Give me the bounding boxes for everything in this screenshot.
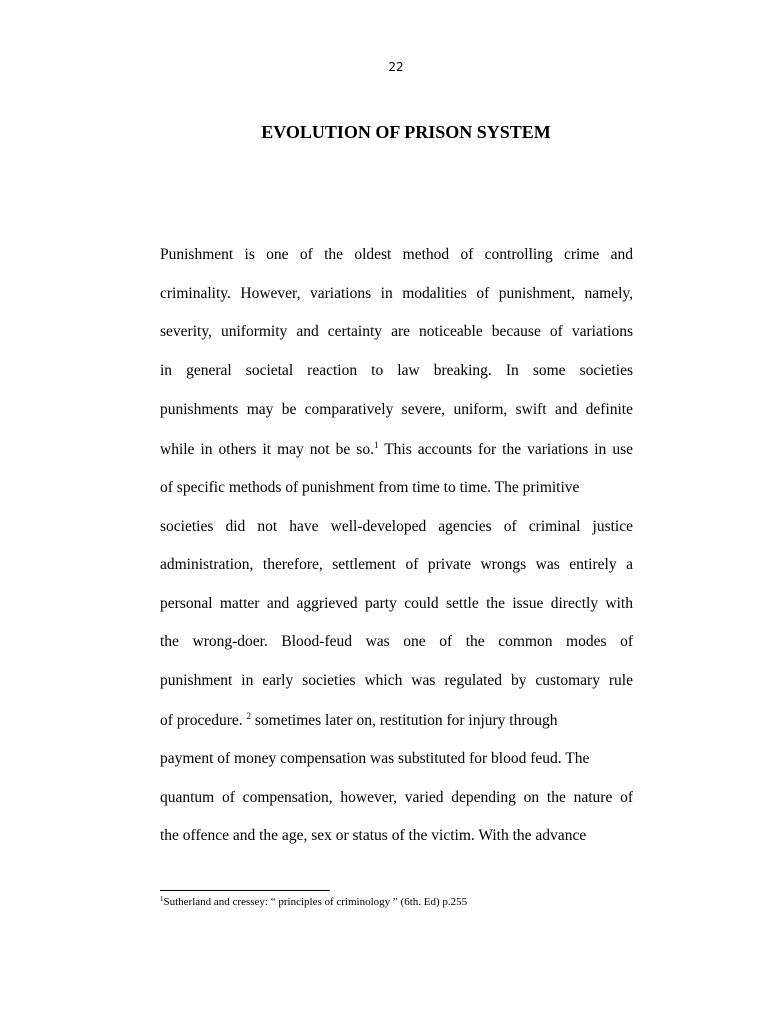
body-line — [160, 749, 633, 769]
body-line — [160, 284, 633, 304]
body-line — [160, 245, 633, 265]
footnote-ref: 2 — [246, 711, 251, 721]
footnote-divider — [160, 890, 330, 891]
body-line — [160, 400, 633, 420]
page-number: 22 — [388, 60, 404, 74]
body-line — [160, 517, 633, 537]
body-line-text: the offence and the age, sex or status of the victim. With the advance — [160, 827, 587, 844]
body-line-text: of specific methods of punishment from time to time. The primitive — [160, 479, 580, 496]
body-line-text: criminality. However, variations in modalities of punishment, namely, — [160, 285, 633, 302]
body-line-text: of procedure. — [160, 712, 247, 729]
body-line-text: personal matter and aggrieved party could settle the issue directly with — [160, 595, 633, 612]
body-line-text: quantum of compensation, however, varied depending on the nature of — [160, 789, 633, 806]
footnote-text: Sutherland and cressey: “ principles of criminology ” (6th. Ed) p.255 — [163, 896, 468, 908]
body-line — [160, 711, 633, 731]
body-line-text: This accounts for the variations in use — [378, 441, 633, 458]
body-line-text: the wrong-doer. Blood-feud was one of the common modes of — [160, 633, 633, 650]
body-line-text: punishment in early societies which was regulated by customary rule — [160, 672, 633, 689]
body-line — [160, 361, 633, 381]
body-line-text: sometimes later on, restitution for injury through — [251, 712, 558, 729]
body-line-text: Punishment is one of the oldest method of controlling crime and — [160, 246, 633, 263]
body-line — [160, 632, 633, 652]
footnote-marker: 1 — [160, 895, 164, 903]
body-line-text: societies did not have well-developed agencies of criminal justice — [160, 518, 633, 535]
body-line-text: payment of money compensation was substituted for blood feud. The — [160, 750, 590, 767]
footnote-ref: 1 — [373, 440, 379, 450]
body-line-text: while in others it may not be so. — [160, 441, 374, 458]
body-line-text: punishments may be comparatively severe, uniform, swift and definite — [160, 401, 633, 418]
body-line — [160, 478, 633, 498]
body-line — [160, 594, 633, 614]
body-line — [160, 671, 633, 691]
chapter-title: EVOLUTION OF PRISON SYSTEM — [261, 122, 551, 142]
body-line — [160, 788, 633, 808]
footnote — [160, 896, 467, 908]
body-line — [160, 322, 633, 342]
body-line-text: severity, uniformity and certainty are noticeable because of variations — [160, 323, 633, 340]
body-line — [160, 555, 633, 575]
body-line-text: administration, therefore, settlement of private wrongs was entirely a — [160, 556, 633, 573]
body-line — [160, 826, 633, 846]
body-line — [160, 440, 633, 460]
body-line-text: in general societal reaction to law breaking. In some societies — [160, 362, 633, 379]
